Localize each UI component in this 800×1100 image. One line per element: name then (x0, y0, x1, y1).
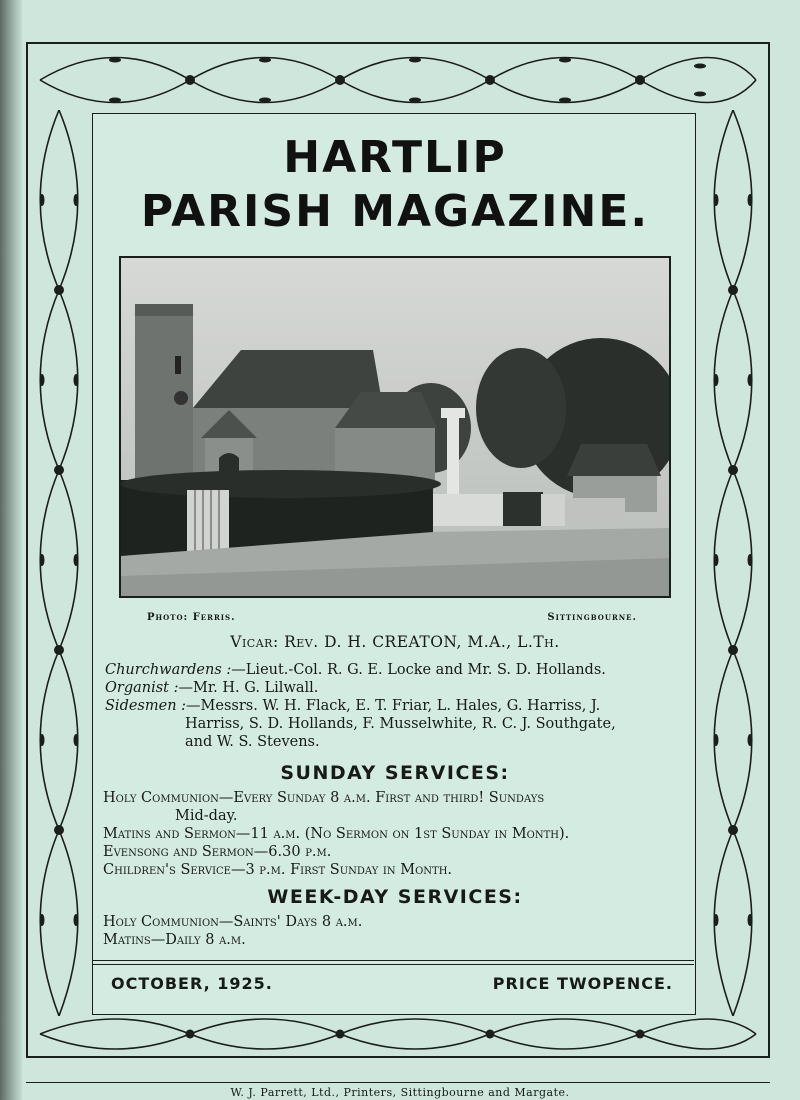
floral-border-left (30, 110, 88, 1016)
book-spine-edge (0, 0, 22, 1100)
sunday-services-heading: SUNDAY SERVICES: (280, 762, 510, 784)
church-photograph (119, 256, 671, 598)
weekday-line-1: Holy Communion—Saints' Days 8 a.m. (103, 914, 363, 930)
sunday-line-5: Children's Service—3 p.m. First Sunday in Month. (103, 862, 453, 878)
floral-border-right (704, 110, 762, 1016)
floral-border-bottom (30, 1012, 766, 1056)
church-photo-illustration (121, 258, 669, 596)
floral-border-top (30, 46, 766, 110)
sidesmen-line-3: and W. S. Stevens. (185, 734, 320, 750)
footer-rule-top (93, 960, 694, 961)
weekday-line-2: Matins—Daily 8 a.m. (103, 932, 246, 948)
sunday-line-4: Evensong and Sermon—6.30 p.m. (103, 844, 332, 860)
organist-line (105, 680, 318, 697)
organist-name: —Mr. H. G. Lilwall. (178, 680, 319, 696)
sidesmen-names-1: —Messrs. W. H. Flack, E. T. Friar, L. Hales, G. Harriss, J. (186, 698, 601, 714)
sunday-line-2: Mid-day. (175, 808, 238, 824)
issue-price: PRICE TWOPENCE. (492, 974, 673, 993)
weekday-services-heading: WEEK-DAY SERVICES: (267, 886, 523, 908)
churchwardens-label: Churchwardens : (105, 662, 232, 678)
footer-rule-top-2 (93, 964, 694, 965)
masthead-line-2: PARISH MAGAZINE. (140, 186, 650, 237)
churchwardens-line (105, 662, 606, 679)
sidesmen-line-1 (105, 698, 600, 715)
sunday-line-3: Matins and Sermon—11 a.m. (No Sermon on 1st Sunday in Month). (103, 826, 570, 842)
sunday-line-1: Holy Communion—Every Sunday 8 a.m. First and third! Sundays (103, 790, 545, 806)
sidesmen-line-2: Harriss, S. D. Hollands, F. Musselwhite, R. C. J. Southgate, (185, 716, 616, 732)
sidesmen-label: Sidesmen : (105, 698, 187, 714)
churchwardens-names: —Lieut.-Col. R. G. E. Locke and Mr. S. D. Hollands. (231, 662, 606, 678)
content-panel (92, 113, 696, 1015)
printer-rule (26, 1082, 770, 1083)
vicar-line: Vicar: Rev. D. H. CREATON, M.A., L.Th. (230, 633, 560, 651)
photo-credit: Photo: Ferris. (147, 612, 236, 623)
organist-label: Organist : (105, 680, 179, 696)
printer-imprint: W. J. Parrett, Ltd., Printers, Sittingbourne and Margate. (230, 1086, 570, 1099)
masthead-line-1: HARTLIP (283, 132, 507, 183)
photo-location: Sittingbourne. (547, 612, 637, 623)
issue-date: OCTOBER, 1925. (111, 974, 273, 993)
